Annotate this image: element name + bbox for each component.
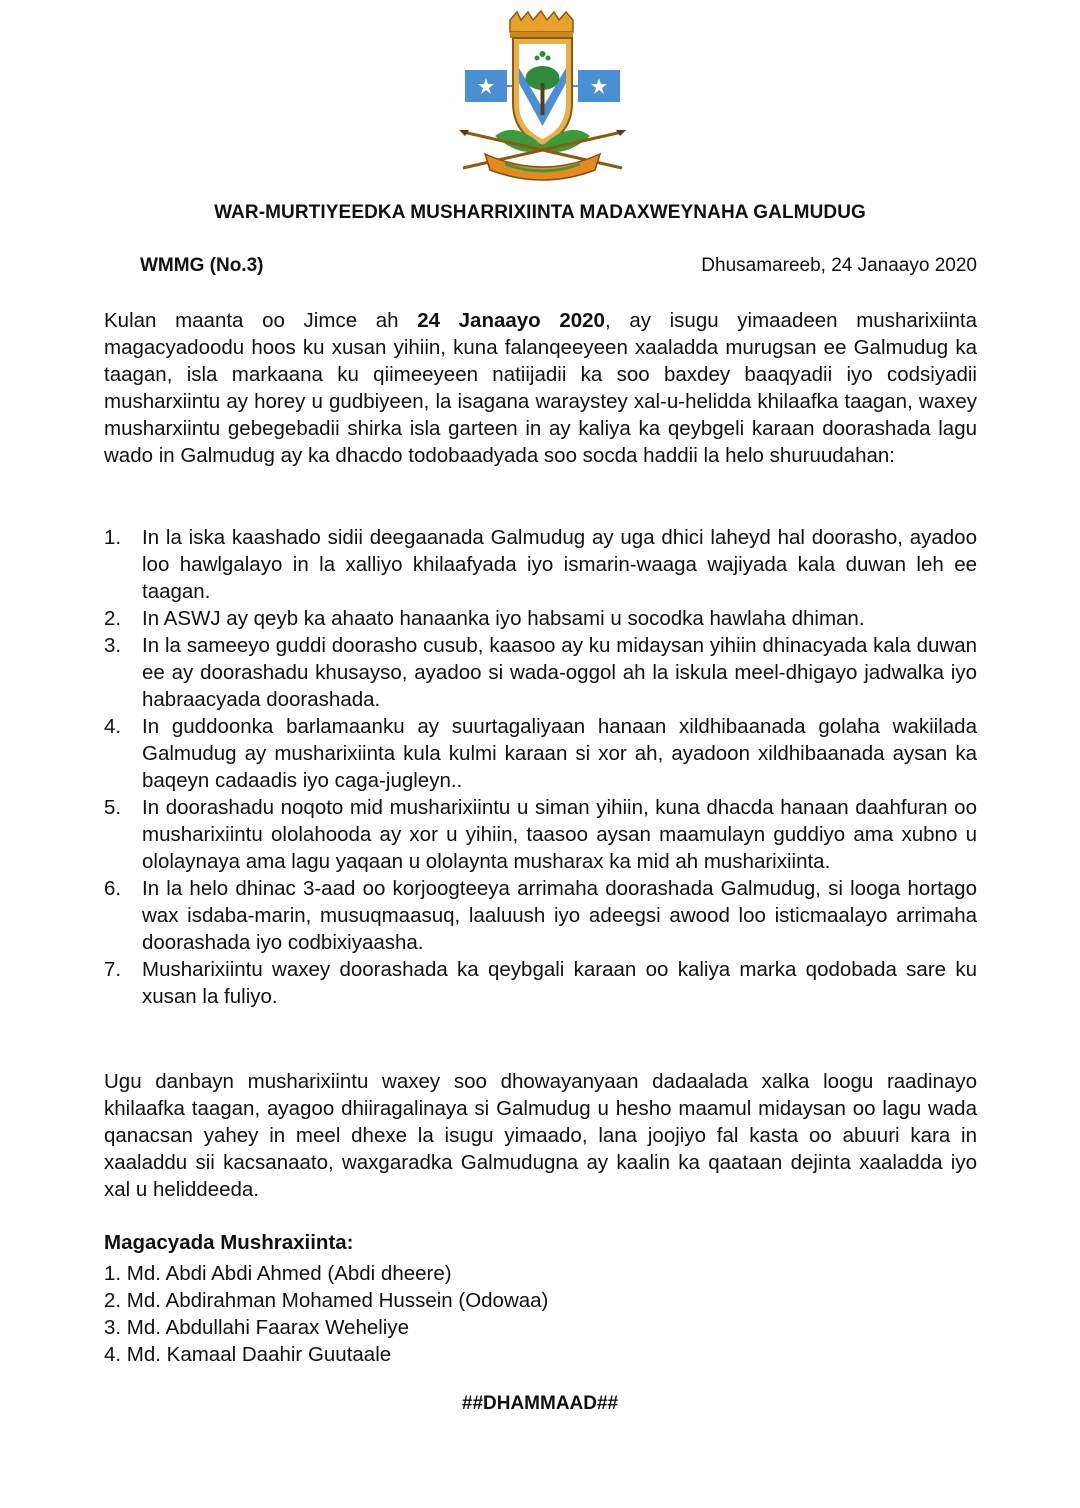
signatory-name: 1. Md. Abdi Abdi Ahmed (Abdi dheere) (104, 1262, 452, 1285)
list-item-text: In la iska kaashado sidii deegaanada Galmudug ay uga dhici laheyd hal doorasho, ayadoo loo hawlgalayo in la xalliyo khilaafyada iyo ismarin-waaga wajiyada kala duwan leh ee taagan. (142, 526, 977, 603)
list-item-number: 4. (104, 715, 122, 738)
list-item-number: 5. (104, 796, 122, 819)
conditions-list (104, 524, 977, 1010)
list-item-text: In la helo dhinac 3-aad oo korjoogteeya arrimaha doorashada Galmudug, si looga hortago wax isdaba-marin, musuqmaasuq, laaluush iyo adeegsi awood loo isticmaalayo arrimaha doorashada iyo codbixiyaasha. (142, 877, 977, 954)
signatory-name: 2. Md. Abdirahman Mohamed Hussein (Odowaa) (104, 1289, 549, 1312)
signatories-heading: Magacyada Mushraxiinta: (104, 1231, 354, 1254)
list-item (104, 713, 977, 794)
list-item-text: In la sameeyo guddi doorasho cusub, kaasoo ay ku midaysan yihiin dhinacyada kala duwan ee ay doorashadu khusayso, ayadoo si wada-oggol ah la iskula meel-dhigayo jadwalka iyo habraacyada doorashada. (142, 634, 977, 711)
list-item-text: Musharixiintu waxey doorashada ka qeybgali karaan oo kaliya marka qodobada sare ku xusan la fuliyo. (142, 958, 977, 1008)
list-item-text: In guddoonka barlamaanku ay suurtagaliyaan hanaan xildhibaanada golaha wakiilada Galmudug ay musharixiinta kula kulmi karaan si xor ah, ayadoon xildhibaanada aysan ka baqeyn cadaadis iyo caga-jugleyn.. (142, 715, 977, 792)
signatory-name: 4. Md. Kamaal Daahir Guutaale (104, 1343, 392, 1366)
signatories-list (104, 1260, 548, 1368)
reference-number: WMMG (No.3) (140, 255, 264, 276)
document-title: WAR-MURTIYEEDKA MUSHARRIXIINTA MADAXWEYNAHA GALMUDUG (214, 202, 866, 223)
signatory-name: 3. Md. Abdullahi Faarax Weheliye (104, 1316, 410, 1339)
list-item-number: 1. (104, 526, 122, 549)
intro-date-bold: 24 Janaayo 2020 (417, 309, 605, 332)
list-item (104, 632, 977, 713)
somali-flag-left-icon (465, 70, 517, 102)
intro-paragraph (104, 307, 977, 469)
list-item (104, 794, 977, 875)
list-item-number: 7. (104, 958, 122, 981)
list-item-text: In ASWJ ay qeyb ka ahaato hanaanka iyo habsami u socodka hawlaha dhiman. (142, 607, 865, 630)
intro-text-end: , ay isugu yimaadeen musharixiinta magacyadoodu hoos ku xusan yihiin, kuna falanqeeyeen xaaladda murugsan ee Galmudug ka taagan, isla markaana ku qiimeeyeen natiijadii ka soo baxdey baaqyadii iyo codsiyadii musharxiintu ay horey u gudbiyeen, la isagana waraystey xal-u-helidda khilaafka taagan, waxey musharxiintu gebegebadii shirka isla garteen in ay kaliya ka qeybgeli karaan doorashada lagu wado in Galmudug ay ka dhacdo todobaadyada soo socda haddii la helo shuruudahan: (104, 309, 977, 467)
somali-flag-right-icon (568, 70, 620, 102)
shield-icon (513, 38, 572, 146)
document-end-marker: ##DHAMMAAD## (461, 1393, 619, 1414)
list-item (104, 875, 977, 956)
intro-text-start: Kulan maanta oo Jimce ah (104, 309, 418, 332)
closing-paragraph: Ugu danbayn musharixiintu waxey soo dhowayanyaan dadaalada xalka loogu raadinayo khilaafka taagan, ayagoo dhiiragalinaya si Galmudug u hesho maamul midaysan oo lagu wada qanacsan yahey in meel dhexe la isugu yimaado, lana joojiyo fal kasta oo abuuri kara in xaaladdu sii kacsanaato, waxgaradka Galmudugna ay kaalin ka qaataan dejinta xaaladda iyo xal u heliddeeda. (104, 1070, 977, 1201)
list-item-number: 2. (104, 607, 122, 630)
list-item-text: In doorashadu noqoto mid musharixiintu u siman yihiin, kuna dhacda hanaan daahfuran oo musharixiintu ololahooda ay xor u yihiin, taasoo aysan maamulayn guddiyo ama xubno u ololaynaya ama lagu yaqaan u ololaynta musharax ka mid ah musharixiinta. (142, 796, 977, 873)
list-item-number: 6. (104, 877, 122, 900)
crown-icon (510, 11, 573, 38)
list-item (104, 605, 977, 632)
list-item (104, 956, 977, 1010)
list-item (104, 524, 977, 605)
list-item-number: 3. (104, 634, 122, 657)
place-and-date: Dhusamareeb, 24 Janaayo 2020 (701, 255, 977, 276)
coat-of-arms-emblem (455, 8, 630, 183)
